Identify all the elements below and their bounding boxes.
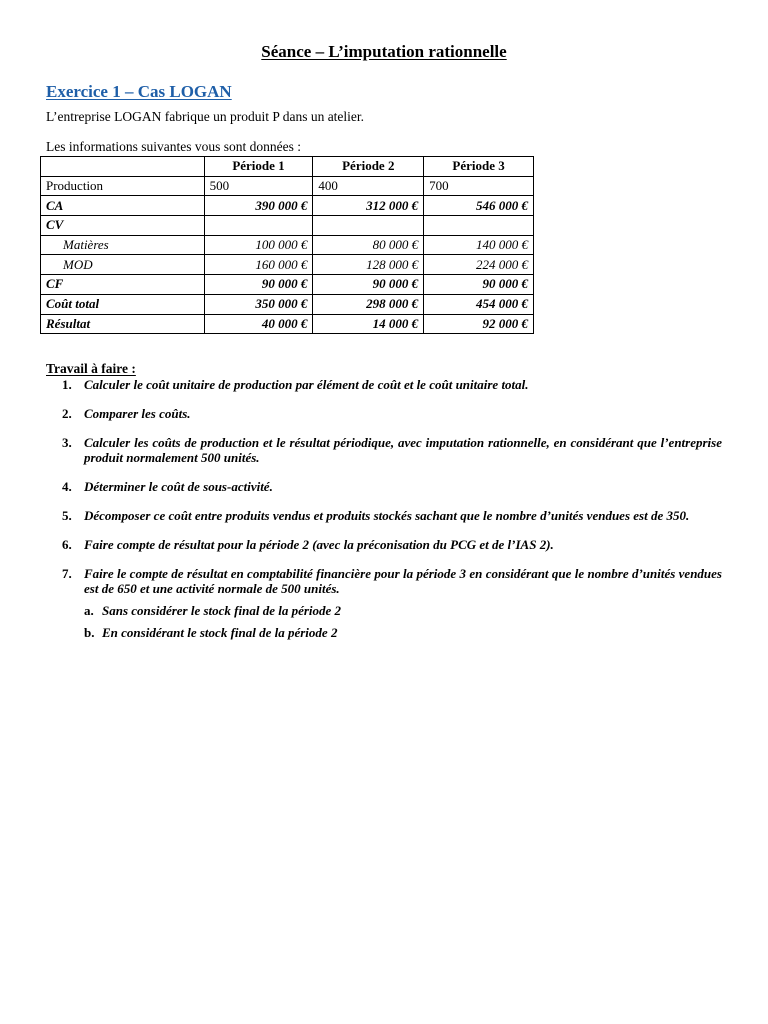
table-cell: 350 000 € — [204, 294, 313, 314]
row-label: Coût total — [41, 294, 205, 314]
table-row — [41, 255, 534, 275]
table-header-row — [41, 157, 534, 177]
subtask-item — [84, 625, 722, 640]
table-row — [41, 294, 534, 314]
page-title: Séance – L’imputation rationnelle — [261, 42, 507, 61]
task-text: Calculer les coûts de production et le résultat périodique, avec imputation rationnelle, en considérant que l’entreprise produit normalement 500 unités. — [84, 435, 722, 465]
task-text: Comparer les coûts. — [84, 406, 191, 421]
task-text: Faire compte de résultat pour la période 2 (avec la préconisation du PCG et de l’IAS 2). — [84, 537, 554, 552]
task-number: 7. — [62, 566, 72, 581]
table-header-cell: Période 2 — [313, 157, 424, 177]
task-item — [46, 435, 722, 465]
task-text: Calculer le coût unitaire de production par élément de coût et le coût unitaire total. — [84, 377, 529, 392]
exercise-title: Exercice 1 – Cas LOGAN — [46, 82, 232, 101]
task-number: 5. — [62, 508, 72, 523]
table-header-cell: Période 1 — [204, 157, 313, 177]
task-text: Déterminer le coût de sous-activité. — [84, 479, 273, 494]
table-cell — [424, 216, 534, 236]
table-cell: 90 000 € — [204, 275, 313, 295]
table-intro: Les informations suivantes vous sont données : — [46, 139, 301, 154]
table-row — [41, 216, 534, 236]
task-number: 4. — [62, 479, 72, 494]
table-cell: 128 000 € — [313, 255, 424, 275]
task-list — [46, 377, 722, 654]
task-number: 2. — [62, 406, 72, 421]
row-label: CV — [41, 216, 205, 236]
task-item — [46, 377, 722, 392]
row-label: Production — [41, 176, 205, 196]
table-cell: 140 000 € — [424, 235, 534, 255]
row-label: CF — [41, 275, 205, 295]
task-text: Faire le compte de résultat en comptabilité financière pour la période 3 en considérant que le nombre d’unités vendues est de 650 et une activité normale de 500 unités. — [84, 566, 722, 596]
table-cell — [204, 216, 313, 236]
task-item — [46, 566, 722, 640]
table-row — [41, 314, 534, 334]
table-cell: 400 — [313, 176, 424, 196]
intro-paragraph: L’entreprise LOGAN fabrique un produit P dans un atelier. — [46, 109, 365, 124]
data-table — [40, 156, 534, 334]
table-cell: 92 000 € — [424, 314, 534, 334]
task-item — [46, 537, 722, 552]
table-cell: 160 000 € — [204, 255, 313, 275]
table-header-cell — [41, 157, 205, 177]
table-cell: 546 000 € — [424, 196, 534, 216]
table-cell: 90 000 € — [313, 275, 424, 295]
table-cell: 700 — [424, 176, 534, 196]
table-cell: 224 000 € — [424, 255, 534, 275]
table-row — [41, 176, 534, 196]
subtask-list — [84, 603, 722, 640]
row-label: MOD — [41, 255, 205, 275]
table-cell: 298 000 € — [313, 294, 424, 314]
table-cell: 500 — [204, 176, 313, 196]
task-item — [46, 406, 722, 421]
row-label: Matières — [41, 235, 205, 255]
table-cell: 454 000 € — [424, 294, 534, 314]
task-item — [46, 508, 722, 523]
row-label: Résultat — [41, 314, 205, 334]
table-row — [41, 275, 534, 295]
subtask-item — [84, 603, 722, 618]
table-cell — [313, 216, 424, 236]
task-item — [46, 479, 722, 494]
task-number: 1. — [62, 377, 72, 392]
table-cell: 100 000 € — [204, 235, 313, 255]
table-cell: 40 000 € — [204, 314, 313, 334]
subtask-text: En considérant le stock final de la période 2 — [102, 625, 338, 640]
table-row — [41, 235, 534, 255]
table-cell: 390 000 € — [204, 196, 313, 216]
table-row — [41, 196, 534, 216]
table-cell: 312 000 € — [313, 196, 424, 216]
work-title: Travail à faire : — [46, 361, 136, 376]
subtask-letter: b. — [84, 625, 95, 640]
task-number: 3. — [62, 435, 72, 450]
task-number: 6. — [62, 537, 72, 552]
task-text: Décomposer ce coût entre produits vendus et produits stockés sachant que le nombre d’unités vendues est de 350. — [84, 508, 690, 523]
table-cell: 90 000 € — [424, 275, 534, 295]
table-cell: 14 000 € — [313, 314, 424, 334]
row-label: CA — [41, 196, 205, 216]
table-cell: 80 000 € — [313, 235, 424, 255]
table-header-cell: Période 3 — [424, 157, 534, 177]
subtask-letter: a. — [84, 603, 94, 618]
subtask-text: Sans considérer le stock final de la période 2 — [102, 603, 342, 618]
